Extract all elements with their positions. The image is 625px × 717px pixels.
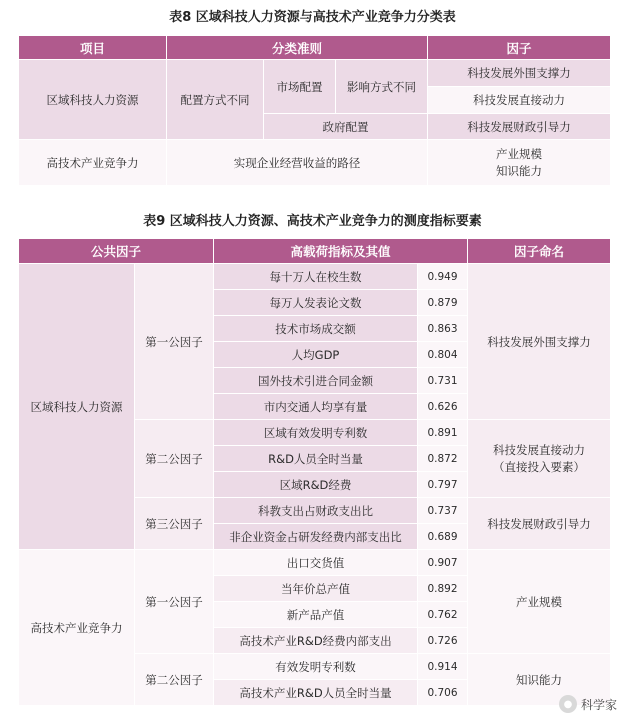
table8-config-diff: 配置方式不同 — [167, 60, 264, 140]
table9-factor-naming: 科技发展财政引导力 — [468, 498, 611, 550]
watermark-text: 科学家 — [580, 697, 617, 712]
table8-caption: 表8 区域科技人力资源与高技术产业竞争力分类表 — [169, 10, 456, 25]
table9-indicator-value: 0.762 — [418, 602, 468, 628]
table9-indicator-name: R&D人员全时当量 — [214, 446, 418, 472]
table9-group-hr: 区域科技人力资源 — [19, 264, 135, 550]
watermark — [559, 695, 617, 713]
table9-caption: 表9 区域科技人力资源、高技术产业竞争力的测度指标要素 — [143, 214, 482, 229]
table9-factor-label: 第一公因子 — [135, 264, 214, 420]
table8-path: 实现企业经营收益的路径 — [167, 140, 428, 186]
table9-indicator-name: 科教支出占财政支出比 — [214, 498, 418, 524]
table9-indicator-value: 0.726 — [418, 628, 468, 654]
table8 — [18, 35, 611, 186]
table9-indicator-value: 0.706 — [418, 680, 468, 706]
table9 — [18, 238, 611, 706]
table9-indicator-value: 0.689 — [418, 524, 468, 550]
table9-indicator-value: 0.891 — [418, 420, 468, 446]
table9-indicator-value: 0.626 — [418, 394, 468, 420]
table9-indicator-name: 非企业资金占研发经费内部支出比 — [214, 524, 418, 550]
table9-indicator-value: 0.737 — [418, 498, 468, 524]
table9-indicator-name: 每十万人在校生数 — [214, 264, 418, 290]
table9-header-naming: 因子命名 — [468, 239, 611, 264]
table8-item-hr: 区域科技人力资源 — [19, 60, 167, 140]
table9-factor-label: 第二公因子 — [135, 420, 214, 498]
table8-header-item: 项目 — [19, 36, 167, 60]
table9-indicator-name: 每万人发表论文数 — [214, 290, 418, 316]
table8-header-criteria: 分类准则 — [167, 36, 428, 60]
table9-indicator-name: 高技术产业R&D经费内部支出 — [214, 628, 418, 654]
table9-indicator-name: 市内交通人均享有量 — [214, 394, 418, 420]
table8-factor-scale-knowledge — [428, 140, 611, 186]
table9-group-industry: 高技术产业竞争力 — [19, 550, 135, 706]
table9-indicator-value: 0.797 — [418, 472, 468, 498]
table9-header-common-factor: 公共因子 — [19, 239, 214, 264]
table8-factor-support: 科技发展外围支撑力 — [428, 60, 611, 87]
table9-header-indicators: 高载荷指标及其值 — [214, 239, 468, 264]
table8-factor-driving: 科技发展直接动力 — [428, 87, 611, 114]
table9-factor-label: 第二公因子 — [135, 654, 214, 706]
table9-indicator-name: 区域R&D经费 — [214, 472, 418, 498]
table8-item-industry: 高技术产业竞争力 — [19, 140, 167, 186]
table9-factor-naming: 科技发展外围支撑力 — [468, 264, 611, 420]
table9-factor-naming-line2: （直接投入要素） — [493, 459, 586, 474]
table9-indicator-value: 0.804 — [418, 342, 468, 368]
table8-factor-knowledge: 知识能力 — [496, 163, 543, 178]
table8-header-factor: 因子 — [428, 36, 611, 60]
table8-effect-diff: 影响方式不同 — [336, 60, 428, 114]
table9-factor-label: 第三公因子 — [135, 498, 214, 550]
table8-gov: 政府配置 — [264, 114, 428, 140]
table9-indicator-name: 人均GDP — [214, 342, 418, 368]
table9-indicator-value: 0.949 — [418, 264, 468, 290]
table9-indicator-name: 有效发明专利数 — [214, 654, 418, 680]
table9-indicator-value: 0.863 — [418, 316, 468, 342]
table9-indicator-name: 当年价总产值 — [214, 576, 418, 602]
table9-indicator-name: 技术市场成交额 — [214, 316, 418, 342]
table9-indicator-value: 0.914 — [418, 654, 468, 680]
table9-indicator-value: 0.872 — [418, 446, 468, 472]
table8-market: 市场配置 — [264, 60, 336, 114]
table9-indicator-name: 国外技术引进合同金额 — [214, 368, 418, 394]
table9-indicator-name: 新产品产值 — [214, 602, 418, 628]
table9-factor-naming: 产业规模 — [468, 550, 611, 654]
table9-factor-label: 第一公因子 — [135, 550, 214, 654]
table9-factor-naming — [468, 420, 611, 498]
table9-indicator-name: 区域有效发明专利数 — [214, 420, 418, 446]
wechat-icon: ● — [559, 695, 577, 713]
table9-indicator-name: 出口交货值 — [214, 550, 418, 576]
table9-factor-naming: 知识能力 — [468, 654, 611, 706]
table9-indicator-value: 0.892 — [418, 576, 468, 602]
table9-indicator-name: 高技术产业R&D人员全时当量 — [214, 680, 418, 706]
table8-factor-fiscal: 科技发展财政引导力 — [428, 114, 611, 140]
table9-factor-naming-line1: 科技发展直接动力 — [493, 442, 586, 457]
table9-indicator-value: 0.879 — [418, 290, 468, 316]
table9-indicator-value: 0.907 — [418, 550, 468, 576]
table8-factor-scale: 产业规模 — [496, 146, 543, 161]
table9-indicator-value: 0.731 — [418, 368, 468, 394]
